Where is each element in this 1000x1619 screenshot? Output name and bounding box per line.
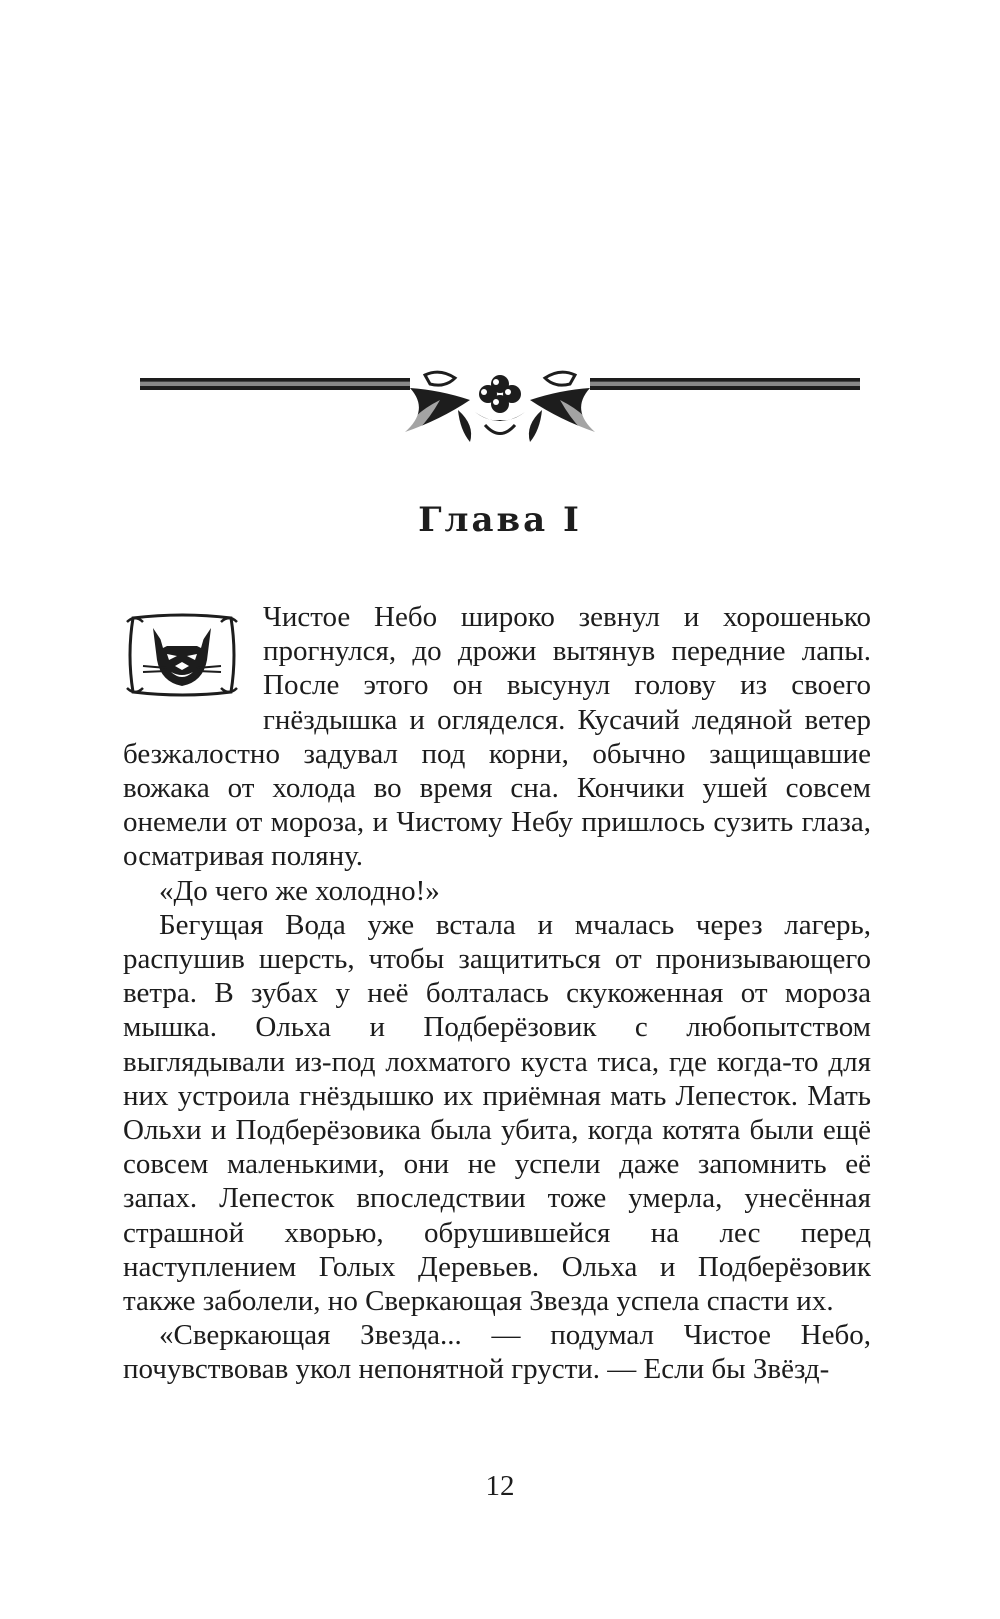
paragraph: «Сверкающая Звезда... — подумал Чистое Небо, почувствовав укол непонятной грусти. — Если бы Звёзд- <box>123 1319 871 1386</box>
paragraph: Чистое Небо широко зевнул и хорошенько прогнулся, до дрожи вытянув передние лапы. После этого он высунул голову из своего гнёздышка и огляделся. Кусачий ледяной ветер безжалостно задувал под корни, обычно защищавшие вожака от холода во время сна. Кончики ушей совсем онемели от мороза, и Чистому Небу пришлось сузить глаза, осматривая поляну. <box>123 601 871 873</box>
floral-header-ornament <box>140 370 860 450</box>
chapter-text <box>123 600 871 1387</box>
paragraph: «До чего же холодно!» <box>159 874 440 907</box>
chapter-title: Глава I <box>418 500 582 540</box>
cat-face-dropcap-icon <box>123 610 241 700</box>
page-number: 12 <box>485 1470 515 1502</box>
paragraph: Бегущая Вода уже встала и мчалась через лагерь, распушив шерсть, чтобы защититься от пронизывающего ветра. В зубах у неё болталась скукоженная от мороза мышка. Ольха и Подберёзовик с любопытством выглядывали из-под лохматого куста тиса, где когда-то для них устроила гнёздышко их приёмная мать Лепесток. Мать Ольхи и Подберёзовика была убита, когда котята были ещё совсем маленькими, они не успели даже запомнить её запах. Лепесток впоследствии тоже умерла, унесённая страшной хворью, обрушившейся на лес перед наступлением Голых Деревьев. Ольха и Подберёзовик также заболели, но Сверкающая Звезда успела спасти их. <box>123 908 871 1318</box>
